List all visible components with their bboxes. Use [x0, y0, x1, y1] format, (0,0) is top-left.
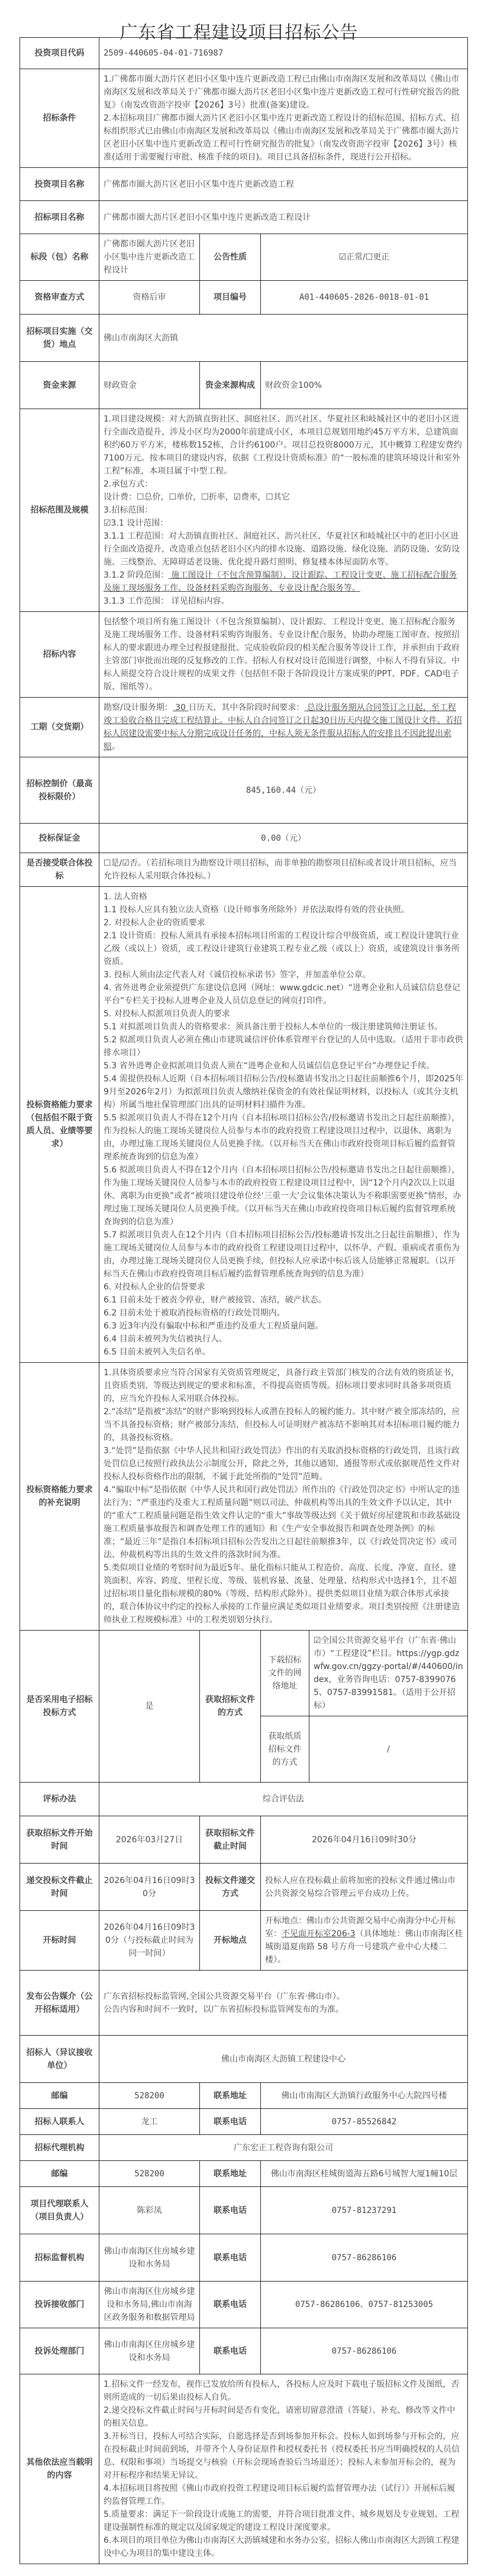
- invest-code-value: 2509-440605-04-01-716987: [99, 38, 468, 69]
- supplement-para: 4.“骗取中标”是指依据《中华人民共和国行政处罚法》所作出的《行政处罚决定书》中所认定的违法行为；“严重违约及重大工程质量问题”则以司法、仲裁机构等出具的生效文件予以认定，其中的“重大”工程质量问题是指生效文件认定的“重大”事故等级达到《关于做好房屋建筑和市政基础设施工程质量事故报告和调查处理工作的通知》和《生产安全事故报告和调查处理条例》的标准；“最近三年”是指自本招标项目招标公告发出之日起往前顺推3年，以《行政处罚决定书》或司法、仲裁机构等出具的生效文件的落款时间为准。: [104, 1485, 461, 1560]
- requirements-para: 5. 对投标人拟派项目负责人的要求: [104, 1009, 230, 1019]
- nature-value: ☑正常/☐更正: [261, 234, 468, 281]
- supplement-para: 2.“冻结”是指被“冻结”的财产影响到投标人或潜在投标人的履约能力。其中财产被全部冻结的，应当不具备投标资格；财产被部分冻结，但投标人可证明财产被冻结不影响其对本招标项目履约能力的，具备投标资格。: [104, 1407, 460, 1443]
- row-conditions: [20, 69, 468, 168]
- electronic-label: 是否采用电子招标投标方式: [20, 1631, 99, 1783]
- requirements-para: 6.4 目前未被列为失信被执行人。: [104, 1334, 227, 1344]
- submit-deadline-label: 递交投标文件截止时间: [20, 1864, 99, 1911]
- paper-method-value: /: [309, 1716, 468, 1783]
- requirements-para: 5.3 省外进粤企业拟派项目负责人须在“进粤企业和人员诚信信息登记平台”办理登记手续。: [104, 1061, 435, 1071]
- scope-para-4: 3.招标范围：: [104, 506, 153, 515]
- evaluation-value: 综合评估法: [99, 1783, 468, 1816]
- requirements-value: [99, 887, 468, 1363]
- requirements-para: 5.2 拟派项目负责人必须在佛山市建筑诚信评价体系管理平台登记的人员中选取。（适用于非市政供排水项目）: [104, 1035, 463, 1058]
- supplement-label: 投标资格能力要求的补充说明: [20, 1363, 99, 1631]
- section-label: 标段（包）名称: [20, 234, 99, 281]
- content-label: 招标内容: [20, 612, 99, 698]
- opening-place-prefix: 开标地点：佛山市公共资源交易中心南海分中心开标室：: [265, 1916, 456, 1939]
- row-other: [20, 2374, 468, 2564]
- invest-name-label: 投资项目名称: [20, 168, 99, 201]
- scope-stage-text: 施工图设计（不包含预算编制）、设计跟踪、工程设计变更、施工招标配合服务及施工现场服务工作、设备材料采购咨询服务、专业设计配合服务等。: [104, 571, 457, 593]
- row-control-price: [20, 757, 468, 824]
- supervisor-label: 招标监督机构: [20, 2234, 99, 2282]
- submit-method-label: 投标文件递交方式: [200, 1864, 261, 1911]
- scope-para-5: ☑3.1 设计范围：: [104, 519, 169, 528]
- agency-value: 广东宏正工程咨询有限公司: [99, 2135, 468, 2161]
- row-tenderer-contact: [20, 2109, 468, 2135]
- row-agency-post: [20, 2161, 468, 2187]
- location-value: 佛山市南海区大沥镇: [99, 315, 468, 362]
- requirements-para: 3. 投标人须由法定代表人对《诚信投标承诺书》签字，并加盖单位公章。: [104, 970, 371, 980]
- tenderer-label: 招标人（异议接收单位）: [20, 2036, 99, 2083]
- scope-para-1: 1.项目建设规模：对大沥镇直街社区、洞庭社区、沥兴社区、华夏社区和岐城社区中的老旧小区进行全面改造提升，涉及小区均为2000年前建成小区，本项目总规划用地约45万平方米，总建筑面积约60万平方米，楼栋数152栋，合计约6100户。项目总投资8000万元，其中概算工程建安费约7100万元。按本项目的建设内容，依据《工程设计资质标准》的“一般标准的建筑环境设计和室外工程”标准，本项目属于中型工程。: [104, 414, 462, 476]
- section-value: 广佛都市圈大沥片区老旧小区集中连片更新改造工程设计: [99, 234, 200, 281]
- funding-value: 财政资金: [99, 362, 200, 409]
- control-price-value: 845,160.44（元）: [99, 757, 468, 824]
- tenderer-addr-label: 联系地址: [200, 2083, 261, 2109]
- requirements-para: 5.7 拟派项目负责人在12个月内（自本招标项目招标公告/投标邀请书发出之日起往前顺推），作为施工现场关键岗位人员参与本市的政府投资工程建设项目过程中，以怀孕、产假、重病或者重伤为由，办理过施工现场关键岗位人员更换手续，但投标人应承诺中标后该人员能够正常履职。（以开标当天在佛山市政府投资项目标后履约监督管理系统查询到的信息为准）: [104, 1230, 460, 1279]
- media-value: [99, 1971, 468, 2036]
- project-code-value: A01-440605-2026-0018-01-01: [261, 281, 468, 315]
- agency-contact-label: 项目代理联系人（项目负责人）: [20, 2187, 99, 2234]
- qualification-value: 资格后审: [99, 281, 200, 315]
- tenderer-addr-value: 佛山市南海区大沥镇行政服务中心大院四号楼: [261, 2083, 468, 2109]
- opening-room-link[interactable]: 不见面开标室206-3: [282, 1929, 356, 1939]
- other-para: 3.开标当日，投标人可结合实际，自愿选择是否到场参加开标会。投标人如到场参与开标会的，应在投标截止时间前到场，并带齐个人身份证原件和授权委托书（授权委托书应当明确授权的人员信息、权限和事项）当场提交与核验（开标会现场查验后当场退还）；投标人未参加开标会的，视为对开标程序和结果无异议。: [104, 2432, 460, 2480]
- row-funding: [20, 362, 468, 409]
- complaint-recv-label: 投诉接收部门: [20, 2282, 99, 2328]
- location-label: 招标项目实施（交货）地点: [20, 315, 99, 362]
- supplement-para: 5.类似项目业绩的考察时间为最近5年。量化指标只能从工程造价、高度、长度、净宽、直径、建筑面积、库容、跨度、里程长度、等级、装机容量、流量、处理量、结构形式中选择1个，且不超过招标项目量化指标规模的80%（等级、结构形式除外）。提供类似项目业绩为联合体形式承接的，联合体协议中约定的投标人承接的工作量应满足类似项目业绩要求。项目类别按照《注册建造师执业工程规模标准》中的工程类别划分执行。: [104, 1563, 460, 1625]
- other-para: 5.质量要求：满足下一阶段设计或施工的需要，并符合项目批准文件、城乡规划及专业规划、工程建设强制性标准的规定以及国家规定的建设工程设计深度要求。: [104, 2510, 460, 2532]
- row-evaluation: [20, 1783, 468, 1816]
- requirements-para: 6.1 目前未处于被责令停业，财产被接管、冻结，破产状态。: [104, 1295, 327, 1305]
- tenderer-value: 佛山市南海区大沥镇工程建设中心: [99, 2036, 468, 2083]
- tenderer-contact-label: 招标人联系人: [20, 2109, 99, 2135]
- opening-time-value: 2026年04月16日09时30分（与投标截止时间为同一时间）: [99, 1911, 200, 1971]
- agency-contact-value: 陈彩凤: [99, 2187, 200, 2234]
- agency-tel-label: 联系电话: [200, 2187, 261, 2234]
- complaint-recv-tel-value: 0757-86286106、0757-81253005: [261, 2282, 468, 2328]
- row-scope: [20, 409, 468, 612]
- scope-label: 招标范围及规模: [20, 409, 99, 612]
- period-label: 工期（交货期）: [20, 698, 99, 757]
- row-period: [20, 698, 468, 757]
- tenderer-tel-value: 0757-85526842: [261, 2109, 468, 2135]
- obtain-start-value: 2026年03月27日: [99, 1816, 200, 1864]
- row-requirements: [20, 887, 468, 1363]
- requirements-para: 5.1 对拟派项目负责人的资格要求：须具备注册于投标人本单位的一级注册建筑师注册证书。: [104, 1022, 443, 1032]
- row-tenderer-post: [20, 2083, 468, 2109]
- requirements-para: 6. 对投标人企业的信誉要求: [104, 1282, 205, 1292]
- requirements-label: 投标资格能力要求（包括但不限于资质人员、业绩等要求）: [20, 887, 99, 1363]
- row-supplement: [20, 1363, 468, 1631]
- requirements-para: 5.6 拟派项目负责人不得在12个月内（自本招标项目招标公告/投标邀请书发出之日起往前顺推），作为施工现场关键岗位人员参与本市的政府投资工程建设项目过程中，因“12个月内2次以上以退休、离职为由更换”或者“被项目建设单位经‘三重一大’会议集体决策认为不称职需要更换”情形，办理过施工现场关键岗位人员更换手续。（以开标当天在佛山市政府投资项目标后履约监督管理系统查询到的信息为准）: [104, 1165, 461, 1227]
- period-end: 。: [112, 742, 120, 751]
- requirements-para: 6.5 目前未被列入失信名单。: [104, 1347, 211, 1357]
- complaint-proc-tel-value: 0757-86286106: [261, 2328, 468, 2374]
- row-consortium: [20, 853, 468, 887]
- row-tenderer: [20, 2036, 468, 2083]
- row-bid-name: [20, 201, 468, 234]
- row-complaint-recv: [20, 2282, 468, 2328]
- supervisor-tel-value: 0757-86286106: [261, 2234, 468, 2282]
- deposit-value: 0.00（元）: [99, 824, 468, 853]
- obtain-start-label: 获取招标文件开始时间: [20, 1816, 99, 1864]
- row-agency-contact: [20, 2187, 468, 2234]
- supplement-para: 1.具体资质要求应当符合国家有关资质管理规定，具备行政主管部门核发的合法有效的资质证书，且资质类别、等级达到规定的要求和标准，不得提高资质等级。招标项目要求同时具备多项资质的，应当允许投标人采用联合体投标。: [104, 1368, 460, 1404]
- requirements-para: 1.1 投标人应具有独立法人资格（设计师事务所除外）并依法取得有效的营业执照。: [104, 905, 409, 915]
- invest-name-value: 广佛都市圈大沥片区老旧小区集中连片更新改造工程: [99, 168, 468, 201]
- nature-label: 公告性质: [200, 234, 261, 281]
- row-media: [20, 1971, 468, 2036]
- scope-value: [99, 409, 468, 612]
- invest-code-label: 投资项目代码: [20, 38, 99, 69]
- conditions-para-2: 2.本招标项目广佛都市圈大沥片区老旧小区集中连片更新改造工程设计的招标范围、招标方式、招标组织形式已由佛山市南海区发展和改革局以《佛山市南海区发展和改革局关于广佛都市圈大沥片区老旧小区集中连片更新改造工程可行性研究报告的批复》（南发改资沥字投审【2026】3号）核准(适用于需要履行审批、核准手续的项目)。项目已具备招标条件，现进行公开招标。: [104, 114, 460, 162]
- agency-label: 招标代理机构: [20, 2135, 99, 2161]
- agency-addr-value: 佛山市南海区桂城街道海五路6号城智大厦1幢10层: [261, 2161, 468, 2187]
- conditions-para-1: 1.广佛都市圈大沥片区老旧小区集中连片更新改造工程已由佛山市南海区发展和改革局以《佛山市南海区发展和改革局关于广佛都市圈大沥片区老旧小区集中连片更新改造工程可行性研究报告的批复》（南发改资沥字投审【2026】3号）批准(备案)建设。: [104, 74, 460, 110]
- funding-structure-label: 资金来源构成: [200, 362, 261, 409]
- net-address-label: 下载招标文件的网络地址: [261, 1631, 309, 1716]
- agency-tel-value: 0757-81237291: [261, 2187, 468, 2234]
- complaint-proc-label: 投诉处理部门: [20, 2328, 99, 2374]
- other-para: 4.本招标项目将按照《佛山市政府投资工程建设项目标后履约监督管理办法（试行）》开展标后履约监督管理工作。: [104, 2484, 456, 2506]
- period-prefix: 勘察/设计服务期：: [104, 703, 173, 712]
- project-code-label: 项目编号: [200, 281, 261, 315]
- period-detail: 总设计服务期从合同签订之日起，至工程竣工验收合格且完成工程结算止。中标人自合同签订之日起30日历天内提交施工图设计文件。若招标人因建设需要中标人分期完成设计任务的，中标人须无条件服从招标人的安排且不因此提出索赔: [104, 703, 462, 751]
- submit-deadline-value: 2026年04月16日09时30分: [99, 1864, 200, 1911]
- agency-post-value: 528200: [99, 2161, 200, 2187]
- paper-method-label: 获取纸质招标文件的方式: [261, 1716, 309, 1783]
- other-para: 1.招标文件一经发布，视作已发放给所有投标人，各投标人应及时下载电子版招标文件及图纸，否则所造成的一切后果由投标人自负。: [104, 2380, 460, 2402]
- conditions-value: [99, 69, 468, 168]
- funding-structure-value: 财政资金100%: [261, 362, 468, 409]
- consortium-label: 是否接受联合体投标: [20, 853, 99, 887]
- agency-post-label: 邮编: [20, 2161, 99, 2187]
- media-line-1: 广东省招标投标监管网,全国公共资源交易平台（广东省·佛山市）。: [104, 1991, 345, 2001]
- requirements-para: 2. 对投标人企业的资质要求: [104, 918, 205, 928]
- scope-para-6: 3.1.1 工程范围：对大沥镇直街社区、洞庭社区、沥兴社区、华夏社区和岐城社区中的老旧小区进行全面改造提升，改造重点包括老旧小区内的排水设施、道路设施、绿化设施、消防设施、安防设施、三线整治、无障碍适老设施、优化提升路灯照明、修复楼本体屋面防水等。: [104, 532, 460, 567]
- scope-stage-prefix: 3.1.2 阶段范围：: [104, 571, 169, 580]
- other-value: [99, 2374, 468, 2564]
- consortium-value: ☐是/☑否。（若招标项目为勘察设计项目招标，而非单独的勘察项目招标或者设计项目招标，应当允许投标人采用联合体投标。）: [99, 853, 468, 887]
- other-para: 6.本项目的项目单位为佛山市南海区大沥镇城建和水务办公室，招标人佛山市南海区大沥镇工程建设中心为项目的集中建设主体。: [104, 2536, 460, 2558]
- requirements-para: 6.3 近3年内没有骗取中标和严重违约及重大工程质量问题。: [104, 1321, 324, 1331]
- tenderer-post-value: 528200: [99, 2083, 200, 2109]
- row-deposit: [20, 824, 468, 853]
- row-submit: [20, 1864, 468, 1911]
- evaluation-label: 评标办法: [20, 1783, 99, 1816]
- scope-stage: [104, 569, 463, 595]
- complaint-recv-tel-label: 联系电话: [200, 2282, 261, 2328]
- opening-place-suffix: （具体地址：佛山市南海区桂城街道夏南路 58 号方舟一号建筑产业中心大楼二楼）。: [265, 1929, 463, 1965]
- scope-work: 3.1.3 工作范围： 详见招标内容。: [104, 597, 230, 606]
- content-value: 包括整个项目所有施工图设计（不包含预算编制）、设计跟踪、工程设计变更、施工招标配合服务及施工现场服务工作、设备材料采购咨询服务、专业设计配合服务，协助办理施工图审查、按照招标人的要求跟进办理全过程报建报批、完成验收阶段的相关配合服务等设计工作，并承担由于政府主管部门审批而出现的反复修改的工作。招标人有权对设计范围进行调整，中标人不得有异议。中标人须提交符合设计规程的成果文件（包括但不限于各阶段设计方案成果的PPT、PDF、CAD电子版、图纸等）。: [99, 612, 468, 698]
- scope-para-3: 设计费：☐总价，☐单价，☐折率，☑费率，☐其它: [104, 492, 290, 502]
- bid-name-value: 广佛都市圈大沥片区老旧小区集中连片更新改造工程设计: [99, 201, 468, 234]
- row-invest-name: [20, 168, 468, 201]
- requirements-para: 2.1 设计资质：投标人须具有承接本招标项目所需的工程设计综合甲级资质，或工程设计建筑行业乙级（或以上）资质，或工程设计建筑行业建筑工程专业乙级（或以上）资质，或建筑设计事务所资质。: [104, 931, 460, 967]
- row-location: [20, 315, 468, 362]
- control-price-label: 招标控制价（最高投标限价）: [20, 757, 99, 824]
- row-content: [20, 612, 468, 698]
- complaint-proc-tel-label: 联系电话: [200, 2328, 261, 2374]
- supplement-para: 3.“处罚”是指依据《中华人民共和国行政处罚法》作出的有关取消投标资格的行政处罚，且该行政处罚信息已按照行政执法公示制度公开，除此之外，其他以通知、通报等形式或依据规范性文件对投标人投标资格作出的限制，不属于此处所指的“处罚”范畴。: [104, 1446, 460, 1482]
- tenderer-post-label: 邮编: [20, 2083, 99, 2109]
- opening-place-value: [261, 1911, 468, 1971]
- complaint-recv-value: 佛山市南海区住房城乡建设和水务局,佛山市南海区政务服务和数据管理局: [99, 2282, 200, 2328]
- media-label: 发布公告媒介（公开招标适用）: [20, 1971, 99, 2036]
- electronic-value: 是: [99, 1631, 200, 1783]
- other-label: 其他依法应当载明的内容: [20, 2374, 99, 2564]
- requirements-para: 1. 法人资格: [104, 892, 147, 902]
- tenderer-tel-label: 联系电话: [200, 2109, 261, 2135]
- row-electronic-1: [20, 1631, 468, 1716]
- bid-name-label: 招标项目名称: [20, 201, 99, 234]
- row-supervisor: [20, 2234, 468, 2282]
- scope-para-2: 2.承包方式：: [104, 479, 153, 489]
- agency-addr-label: 联系地址: [200, 2161, 261, 2187]
- qualification-label: 资格审查方式: [20, 281, 99, 315]
- submit-method-value: 投标人应在投标截止前将加密的投标文件通过佛山市公共资源交易综合管理云平台成功上传。: [261, 1864, 468, 1911]
- complaint-proc-value: 佛山市南海区住房城乡建设和水务局: [99, 2328, 200, 2374]
- period-value: [99, 698, 468, 757]
- obtain-end-value: 2026年04月16日09时30分: [261, 1816, 468, 1864]
- supervisor-value: 佛山市南海区住房城乡建设和水务局: [99, 2234, 200, 2282]
- obtain-end-label: 获取招标文件截止时间: [200, 1816, 261, 1864]
- period-days: 30: [172, 703, 189, 712]
- requirements-para: 4. 省外进粤企业须提供广东建设信息网（网址：www.gdcic.net）“进粤企业和人员诚信信息登记平台”专栏关于投标人进粤企业及人员信息登记的网页打印件。: [104, 983, 461, 1006]
- opening-time-label: 开标时间: [20, 1911, 99, 1971]
- row-agency: [20, 2135, 468, 2161]
- media-line-2: 公告内容和时间不一致时，以广东省招标投标监管网发布的为准。: [104, 2004, 344, 2014]
- conditions-label: 招标条件: [20, 69, 99, 168]
- funding-label: 资金来源: [20, 362, 99, 409]
- supervisor-tel-label: 联系电话: [200, 2234, 261, 2282]
- other-para: 2.递交投标文件截止时间与开标时间是否有变化，请密切留意澄清（答疑）、补充、修改等文件中的相关信息。: [104, 2406, 456, 2428]
- net-address-value: ☑全国公共资源交易平台（广东省·佛山市）“工程建设”栏目。https://ygp.gdzwfw.gov.cn/ggzy-portal/#/440600/index，业务咨询电话：0757-83990765、0757-83991581。（适用于公开招标）: [309, 1631, 468, 1716]
- row-opening: [20, 1911, 468, 1971]
- page-title: 广东省工程建设项目招标公告: [120, 22, 358, 43]
- row-section: [20, 234, 468, 281]
- requirements-para: 5.4 需提供投标人近期（自本招标项目招标公告/投标邀请书发出之日起往前顺推6个月，即2025年9月至2026年2月）为拟派项目负责人缴纳社保资金的有效社保证明材料，以投标人（或其分支机构）所属当地社保管理部门出具的证明材料扫描件为准。: [104, 1074, 463, 1110]
- obtain-method-label: 获取招标文件的方式: [200, 1631, 261, 1783]
- notice-table: [20, 37, 468, 2564]
- row-qualification: [20, 281, 468, 315]
- period-mid: 日历天，其中各阶段时间要求：: [188, 703, 305, 712]
- tenderer-contact-value: 龙工: [99, 2109, 200, 2135]
- deposit-label: 投标保证金: [20, 824, 99, 853]
- supplement-value: [99, 1363, 468, 1631]
- row-obtain-time: [20, 1816, 468, 1864]
- requirements-para: 5.5 拟派项目负责人不得在12个月内（自本招标项目招标公告/投标邀请书发出之日起往前顺推），作为投标人的施工现场关键岗位人员参与本市的政府投资工程建设项目过程中，以退休、离职为由，办理过施工现场关键岗位人员更换手续。（以开标当天在佛山市政府投资项目标后履约监督管理系统查询到的信息为准）: [104, 1113, 460, 1162]
- row-complaint-proc: [20, 2328, 468, 2374]
- requirements-para: 6.2 目前未处于被取消投标资格的行政处罚期内。: [104, 1308, 285, 1318]
- opening-place-label: 开标地点: [200, 1911, 261, 1971]
